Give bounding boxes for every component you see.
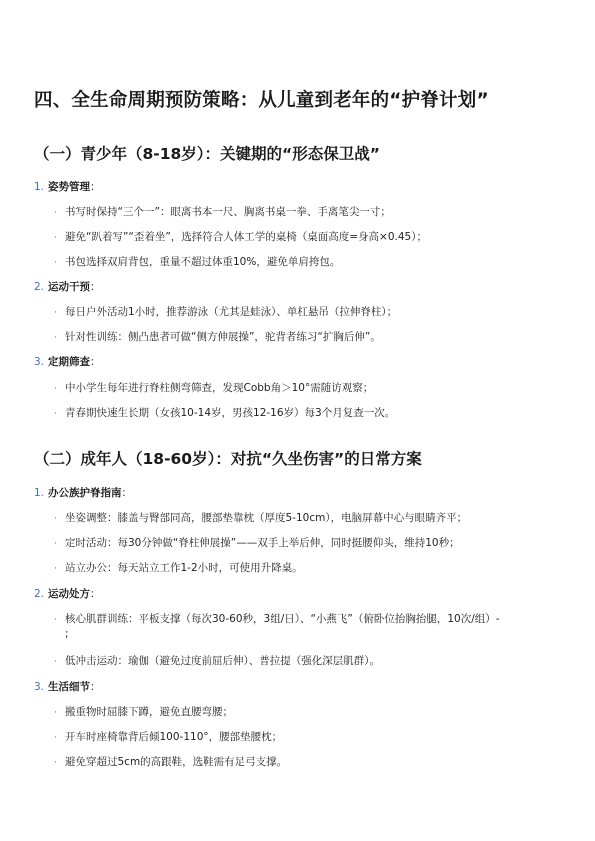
bullet-icon: · xyxy=(54,333,57,343)
numbered-item-screening xyxy=(34,354,101,369)
section-heading-adult: （二）成年人（18-60岁）：对抗“久坐伤害”的日常方案 xyxy=(34,450,422,468)
page-title: 四、全生命周期预防策略：从儿童到老年的“护脊计划” xyxy=(34,90,489,111)
bullet-icon: · xyxy=(54,615,57,625)
section-heading-teen: （一）青少年（8-18岁）：关键期的“形态保卫战” xyxy=(34,145,380,163)
numbered-item-exercise xyxy=(34,279,101,294)
list-item-text: 中小学生每年进行脊柱侧弯筛查，发现Cobb角＞10°需随访观察； xyxy=(65,382,374,394)
item-colon: ： xyxy=(121,487,133,499)
list-item xyxy=(54,229,427,244)
list-item xyxy=(54,653,380,668)
bullet-icon: · xyxy=(54,308,57,318)
bullet-icon: · xyxy=(54,657,57,667)
item-title: 办公族护脊指南 xyxy=(48,487,122,499)
bullet-icon: · xyxy=(54,758,57,768)
item-number: 2. xyxy=(34,281,45,293)
item-title: 生活细节 xyxy=(48,681,91,693)
bullet-icon: · xyxy=(54,233,57,243)
item-title: 定期筛查 xyxy=(48,356,91,368)
list-item xyxy=(54,729,282,744)
list-item-text: 书包选择双肩背包，重量不超过体重10%，避免单肩挎包。 xyxy=(65,256,341,268)
list-item-text: 核心肌群训练：平板支撑（每次30-60秒，3组/日）、“小燕飞”（俯卧位抬胸抬腿，10次/组）- xyxy=(65,613,500,625)
bullet-icon: · xyxy=(54,539,57,549)
bullet-icon: · xyxy=(54,708,57,718)
list-item xyxy=(54,405,395,420)
list-item xyxy=(54,380,373,395)
item-number: 2. xyxy=(34,588,45,600)
list-item-text: 书写时保持“三个一”：眼离书本一尺、胸离书桌一拳、手离笔尖一寸； xyxy=(65,206,391,218)
item-number: 3. xyxy=(34,356,45,368)
list-item-text: 搬重物时屈膝下蹲，避免直腰弯腰； xyxy=(65,706,233,718)
bullet-icon: · xyxy=(54,208,57,218)
list-item xyxy=(54,304,397,319)
list-item-continuation: ; xyxy=(65,628,69,640)
list-item-text: 青春期快速生长期（女孩10-14岁，男孩12-16岁）每3个月复查一次。 xyxy=(65,407,396,419)
list-item xyxy=(54,510,467,525)
bullet-icon: · xyxy=(54,409,57,419)
list-item xyxy=(54,704,233,719)
list-item xyxy=(54,560,303,575)
item-colon: ： xyxy=(90,181,101,193)
list-item-text: 避免穿超过5cm的高跟鞋，选鞋需有足弓支撑。 xyxy=(65,756,288,768)
numbered-item-lifestyle xyxy=(34,679,101,694)
list-item-text: 坐姿调整：膝盖与臀部同高，腰部垫靠枕（厚度5-10cm），电脑屏幕中心与眼睛齐平； xyxy=(65,512,468,524)
list-item-text: 站立办公：每天站立工作1-2小时，可使用升降桌。 xyxy=(65,562,303,574)
list-item xyxy=(54,611,500,626)
item-title: 运动干预 xyxy=(48,281,91,293)
list-item-text: 低冲击运动：瑜伽（避免过度前屈后伸）、普拉提（强化深层肌群）。 xyxy=(65,655,380,667)
list-item-text: 针对性训练：侧凸患者可做“侧方伸展操”，驼背者练习“扩胸后伸”。 xyxy=(65,331,381,343)
list-item xyxy=(54,204,391,219)
list-item xyxy=(54,254,340,269)
list-item-text: 每日户外活动1小时，推荐游泳（尤其是蛙泳）、单杠悬吊（拉伸脊柱）； xyxy=(65,306,398,318)
list-item-text: 开车时座椅靠背后倾100-110°，腰部垫腰枕； xyxy=(65,731,283,743)
numbered-item-exercise-rx xyxy=(34,586,101,601)
list-item xyxy=(54,329,381,344)
item-colon: ： xyxy=(90,681,101,693)
item-colon: ： xyxy=(90,588,101,600)
bullet-icon: · xyxy=(54,564,57,574)
list-item-text: 避免“趴着写”“歪着坐”，选择符合人体工学的桌椅（桌面高度=身高×0.45）； xyxy=(65,231,427,243)
bullet-icon: · xyxy=(54,258,57,268)
list-item xyxy=(54,754,287,769)
bullet-icon: · xyxy=(54,733,57,743)
bullet-icon: · xyxy=(54,384,57,394)
bullet-icon: · xyxy=(54,514,57,524)
item-number: 1. xyxy=(34,487,45,499)
item-colon: ： xyxy=(90,281,101,293)
item-title: 姿势管理 xyxy=(48,181,91,193)
list-item-text: 定时活动：每30分钟做“脊柱伸展操”——双手上举后伸，同时挺腰仰头，维持10秒； xyxy=(65,537,460,549)
item-colon: ： xyxy=(90,356,101,368)
numbered-item-office xyxy=(34,485,132,500)
item-title: 运动处方 xyxy=(48,588,91,600)
numbered-item-posture xyxy=(34,179,101,194)
item-number: 1. xyxy=(34,181,45,193)
list-item xyxy=(54,535,460,550)
item-number: 3. xyxy=(34,681,45,693)
